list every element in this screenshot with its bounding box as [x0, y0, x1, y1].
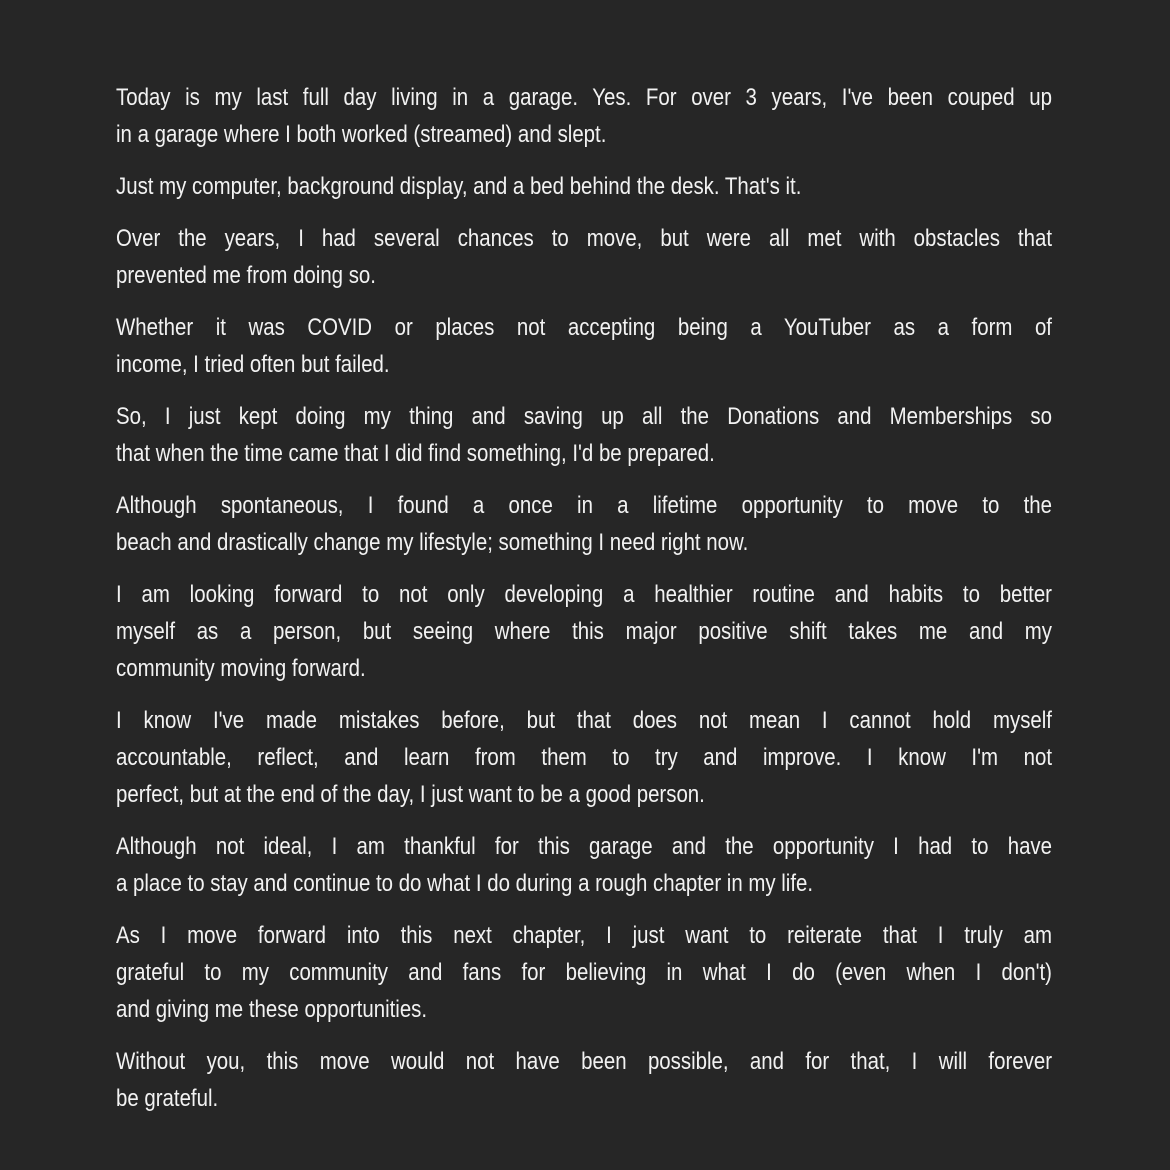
text-line: prevented me from doing so.	[116, 262, 376, 289]
text-line: Over the years, I had several chances to move, but were all met with obstacles that	[116, 225, 1052, 252]
text-line: myself as a person, but seeing where this major positive shift takes me and my	[116, 618, 1052, 645]
paragraph-7	[116, 576, 1052, 687]
text-line: accountable, reflect, and learn from them to try and improve. I know I'm not	[116, 744, 1052, 771]
paragraph-10	[116, 917, 1052, 1028]
paragraph-5	[116, 398, 1052, 472]
paragraph-3	[116, 220, 1052, 294]
paragraph-9	[116, 828, 1052, 902]
text-line: So, I just kept doing my thing and saving up all the Donations and Memberships so	[116, 403, 1052, 430]
text-line: and giving me these opportunities.	[116, 996, 428, 1023]
text-line: Although not ideal, I am thankful for this garage and the opportunity I had to have	[116, 833, 1052, 860]
text-line: be grateful.	[116, 1085, 219, 1112]
paragraph-6	[116, 487, 1052, 561]
paragraph-1	[116, 79, 1052, 153]
paragraph-4	[116, 309, 1052, 383]
text-line: Just my computer, background display, and a bed behind the desk. That's it.	[116, 173, 802, 200]
text-line: I know I've made mistakes before, but that does not mean I cannot hold myself	[116, 707, 1052, 734]
text-line: perfect, but at the end of the day, I just want to be a good person.	[116, 781, 705, 808]
text-line: a place to stay and continue to do what I do during a rough chapter in my life.	[116, 870, 814, 897]
text-line: in a garage where I both worked (streamed) and slept.	[116, 121, 607, 148]
text-line: I am looking forward to not only developing a healthier routine and habits to better	[116, 581, 1052, 608]
text-line: income, I tried often but failed.	[116, 351, 390, 378]
text-line: Although spontaneous, I found a once in a lifetime opportunity to move to the	[116, 492, 1052, 519]
paragraph-11	[116, 1043, 1052, 1117]
text-line: Whether it was COVID or places not accepting being a YouTuber as a form of	[116, 314, 1052, 341]
text-line: that when the time came that I did find something, I'd be prepared.	[116, 440, 715, 467]
text-line: Without you, this move would not have been possible, and for that, I will forever	[116, 1048, 1052, 1075]
text-line: As I move forward into this next chapter, I just want to reiterate that I truly am	[116, 922, 1052, 949]
text-line: grateful to my community and fans for believing in what I do (even when I don't)	[116, 959, 1052, 986]
text-line: community moving forward.	[116, 655, 366, 682]
text-line: Today is my last full day living in a garage. Yes. For over 3 years, I've been couped up	[116, 84, 1052, 111]
statement-document	[116, 79, 1052, 1132]
text-line: beach and drastically change my lifestyle; something I need right now.	[116, 529, 749, 556]
paragraph-2	[116, 168, 1052, 205]
paragraph-8	[116, 702, 1052, 813]
